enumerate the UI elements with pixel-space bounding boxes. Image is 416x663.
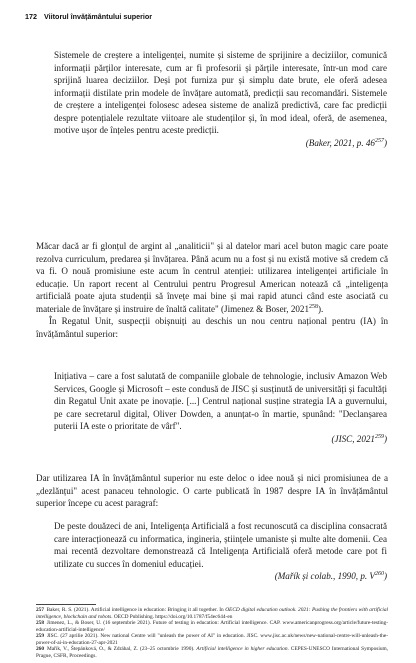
paragraph-text: Măcar dacă ar fi glonțul de argint al „analiticii" și al datelor mari acel buton magic care poate rezolva curriculum, predarea și învățarea. Până acum nu a fost și nu există motive să credem că va fi. O nouă promisiune este acum în centrul atenției: utilizarea inteligenței artificiale în educație. Un raport recent al Centrului pentru Progresul American notează că „inteligența artificială poate ajuta studenții să învețe mai bine și mai rapid atunci când este asociată cu materiale de învățare și instruire de înaltă calitate" (Jimenez & Boser, 2021$^{258}$).: [36, 241, 388, 314]
footnote-ref: 260: [374, 571, 384, 578]
quote-citation: (Mařík și colab., 1990, p. $V^{260}$): [274, 571, 387, 582]
quote-text: Sistemele de creștere a inteligenței, numite și sisteme de sprijinire a deciziilor, comunică informații părților interesate, cum ar fi profesorii și părțile interesate, într-un mod care sprijină luarea deciziilor. Deși pot furniza pur și simplu date brute, ele oferă adesea informații distilate prin modele de învățare automată, predicții sau recomandări. Sistemele de creștere a inteligenței folosesc adesea sisteme de analiză predictivă, care fac predicții despre potențialele rezultate viitoare ale studenților și, în mod ideal, oferă, de asemenea, motive ușor de înțeles pentru aceste predicții.: [54, 50, 387, 136]
footnote: 259 JISC. (27 aprilie 2021). New national Centre will "unleash the power of AI" in education. JISC. www.jisc.ac.uk/news/new-national-centre-will-unleash-the-power-of-ai-in-education-27-apr-2021: [36, 633, 388, 646]
quote-citation: (JISC, 2021$^{259}$): [331, 433, 387, 444]
paragraph-text: Dar utilizarea IA în învățământul superior nu este deloc o idee nouă și nici promisiunea de a „dezlănțui" acest panaceu tehnologic. O carte publicată în 1987 despre IA în învățământul superior începe cu acest paragraf:: [36, 473, 388, 509]
block-quote-marik: [54, 520, 387, 583]
body-paragraph: [36, 472, 388, 510]
body-paragraph: [36, 240, 388, 340]
footnote: 258 Jimenez, L., & Boser, U. (16 septembrie 2021). Future of testing in education: Artificial intelligence. CAP. www.americanprogress.org/article/future-testing-education-artificial-intelligence/: [36, 620, 388, 633]
quote-citation: (Baker, 2021, p. $46^{257}$): [305, 137, 387, 148]
page-number: 172: [25, 12, 37, 21]
block-quote-jisc: [54, 370, 387, 445]
footnote: 257 Baker, R. S. (2021). Artificial intelligence in education: Bringing it all together. In OECD digital education outlook. 2021: Pushing the frontiers with artificial intelligence, blockchain and robots. OECD Publishing. https://doi.org/10.1787/f54ec644-en: [36, 607, 388, 620]
footnotes: [36, 607, 388, 659]
quote-text: De peste douăzeci de ani, Inteligența Artificială a fost recunoscută ca disciplina consacrată care interacționează cu informatica, ingineria, științele umaniste și multe alte domenii. Cea mai recentă dezvoltare demonstrează că Inteligența Artificială oferă metode care pot fi utilizate cu succes în domeniul educației.: [54, 521, 387, 569]
footnote-ref: 258: [309, 303, 319, 310]
footnote-divider: [36, 604, 96, 605]
footnote: 260 Mařík, V., Štepánková, O., & Zdráhal, Z. (23–25 octombrie 1990). Artificial intelligence in higher education. CEPES-UNESCO International Symposium, Prague, CSFR, Proceedings.: [36, 646, 388, 659]
block-quote-baker: [54, 49, 387, 149]
running-header: [25, 12, 405, 21]
quote-text: Inițiativa – care a fost salutată de companiile globale de tehnologie, inclusiv Amazon Web Services, Google și Microsoft – este condusă de JISC și susținută de universități și facultăți din Regatul Unit axate pe inovație. [...] Centrul național susține strategia IA a guvernului, pe care secretarul digital, Oliver Dowden, a anunțat-o în martie, spunând: "Declanșarea puterii IA este o prioritate de vârf".: [54, 371, 387, 432]
running-title: Viitorul învățământului superior: [44, 12, 153, 21]
paragraph-text: În Regatul Unit, suspecții obișnuiți au deschis un nou centru național pentru (IA) în învățământul superior:: [36, 316, 388, 339]
footnote-ref: 257: [374, 137, 384, 144]
footnote-ref: 259: [374, 433, 384, 440]
